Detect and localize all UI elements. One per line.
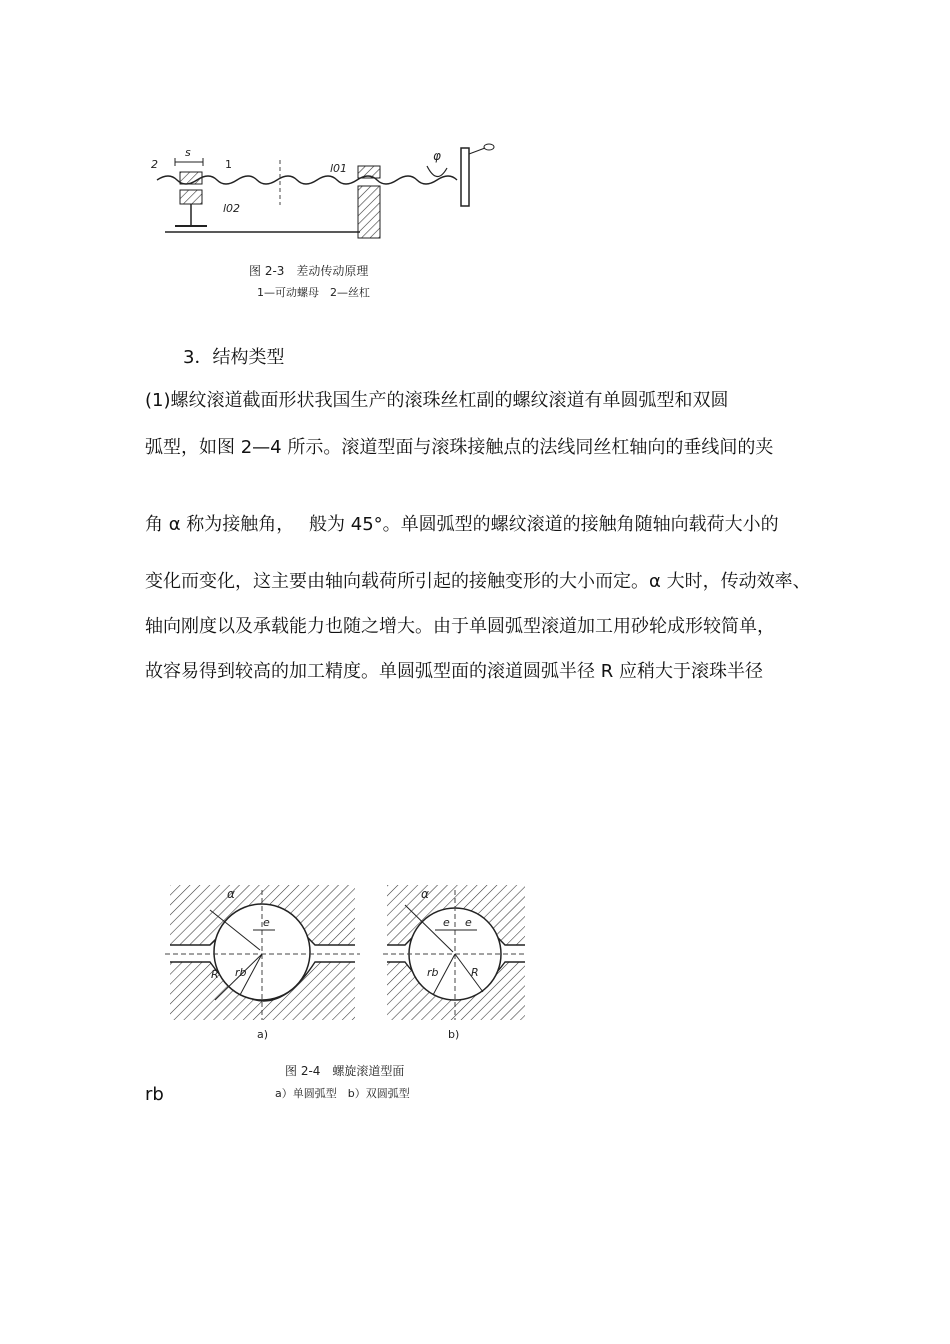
movable-nut <box>180 172 202 184</box>
rotation-arrow <box>427 166 447 177</box>
figure-2-4-legend: a）单圆弧型 b）双圆弧型 <box>275 1087 410 1100</box>
figure-2-4 <box>165 880 530 1105</box>
rb-label-b: rb <box>427 966 439 979</box>
figure-2-3-caption: 图 2-3 差动传动原理 <box>249 264 369 278</box>
label-l02: l02 <box>223 202 241 215</box>
figure-2-3-legend: 1—可动螺母 2—丝杠 <box>257 286 370 299</box>
sub-label-a: a) <box>257 1028 269 1041</box>
nut-lower-block <box>180 190 202 204</box>
raceway-profile-diagram <box>165 880 530 1105</box>
figure-2-4-caption: 图 2-4 螺旋滚道型面 <box>285 1064 405 1078</box>
e-label-b-right: e <box>465 916 472 929</box>
body-line-6: 故容易得到较高的加工精度。单圆弧型面的滚道圆弧半径 R 应稍大于滚珠半径 <box>145 661 763 682</box>
fixed-nut <box>358 166 380 178</box>
panel-a-single-arc <box>165 885 360 1041</box>
label-l01: l01 <box>330 162 348 175</box>
trailing-text-rb: rb <box>145 1084 164 1105</box>
body-line-1: (1)螺纹滚道截面形状我国生产的滚珠丝杠副的螺纹滚道有单圆弧型和双圆 <box>145 390 729 411</box>
label-s: s <box>185 146 191 159</box>
body-line-3: 角 α 称为接触角， 般为 45°。单圆弧型的螺纹滚道的接触角随轴向载荷大小的 <box>145 514 779 535</box>
body-line-5: 轴向刚度以及承载能力也随之增大。由于单圆弧型滚道加工用砂轮成形较简单， <box>145 616 775 637</box>
handwheel <box>461 148 469 206</box>
sub-label-b: b) <box>448 1028 460 1041</box>
label-phi: φ <box>433 149 441 163</box>
handle-knob <box>484 144 494 150</box>
r-label-b: R <box>471 966 479 979</box>
r-label-a: R <box>211 968 219 981</box>
rb-label-a: rb <box>235 966 247 979</box>
label-1: 1 <box>225 158 232 171</box>
body-line-4: 变化而变化，这主要由轴向载荷所引起的接触变形的大小而定。α 大时，传动效率、 <box>145 571 811 592</box>
label-2: 2 <box>151 158 158 171</box>
body-line-2: 弧型，如图 2—4 所示。滚道型面与滚珠接触点的法线同丝杠轴向的垂线间的夹 <box>145 437 774 458</box>
alpha-label-a: α <box>227 887 235 901</box>
e-label-b-left: e <box>443 916 450 929</box>
alpha-label-b: α <box>421 887 429 901</box>
fixed-support <box>358 186 380 238</box>
figure-2-3 <box>145 140 505 305</box>
e-label-a: e <box>263 916 270 929</box>
differential-drive-diagram <box>145 140 505 305</box>
section-heading: 3．结构类型 <box>183 347 285 368</box>
panel-b-double-arc <box>383 885 527 1041</box>
